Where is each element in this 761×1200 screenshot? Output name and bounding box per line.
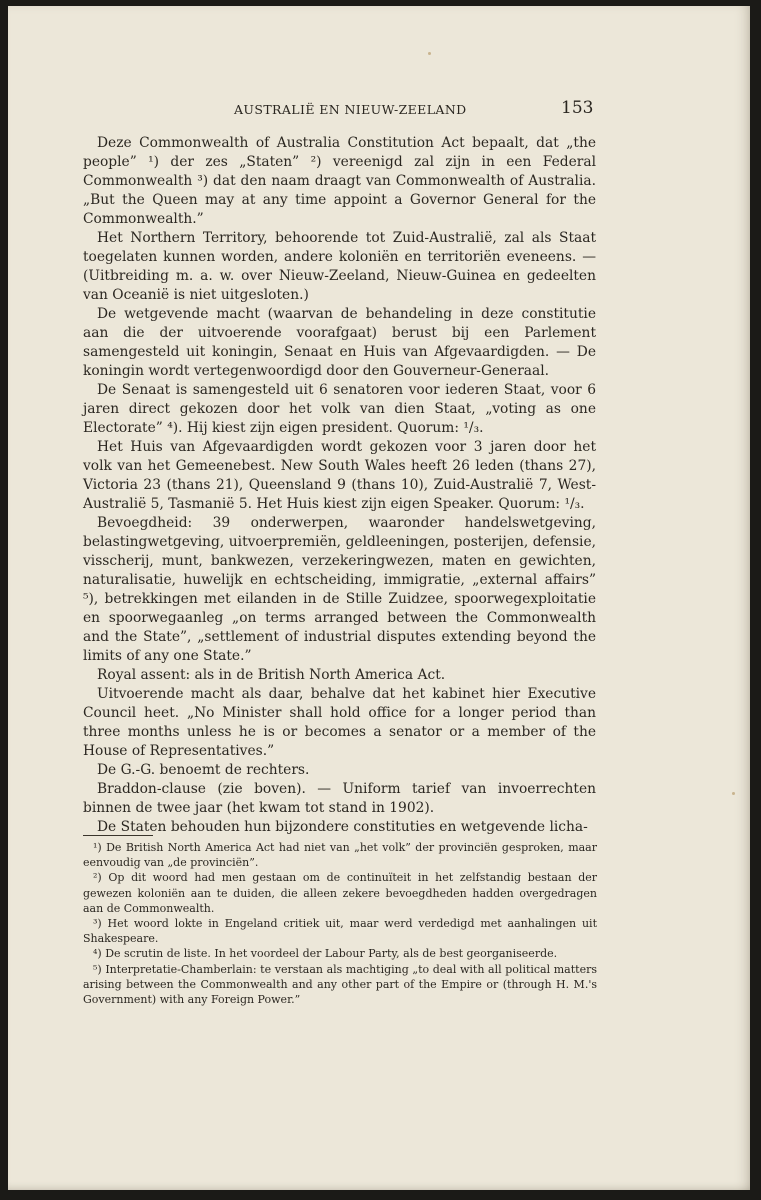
footnote: ³) Het woord lokte in Engeland critiek uit, maar werd verdedigd met aanhalingen uit Shakespeare. xyxy=(83,917,597,946)
paragraph: Het Northern Territory, behoorende tot Zuid-Australië, zal als Staat toegelaten kunnen worden, andere koloniën en territoriën eveneens. — (Uitbreiding m. a. w. over Nieuw-Zeeland, Nieuw-Guinea en gedeelten van Oceanië is niet uitgesloten.) xyxy=(83,230,596,303)
paragraph: Uitvoerende macht als daar, behalve dat het kabinet hier Executive Council heet. „No Minister shall hold office for a longer period than three months unless he is or becomes a senator or a member of the House of Representatives.” xyxy=(83,686,596,759)
page-number: 153 xyxy=(561,98,594,118)
paper-speck xyxy=(732,792,735,795)
paragraph: De G.-G. benoemt de rechters. xyxy=(97,762,310,778)
paragraph: De Senaat is samengesteld uit 6 senatoren voor iederen Staat, voor 6 jaren direct gekozen door het volk van dien Staat, „voting as one Electorate” ⁴). Hij kiest zijn eigen president. Quorum: ¹/₃. xyxy=(83,382,596,436)
paragraph: Royal assent: als in de British North America Act. xyxy=(97,667,446,683)
footnote-divider xyxy=(83,835,153,836)
paragraph: Braddon-clause (zie boven). — Uniform tarief van invoerrechten binnen de twee jaar (het kwam tot stand in 1902). xyxy=(83,781,596,816)
paragraph: Bevoegdheid: 39 onderwerpen, waaronder handelswetgeving, belastingwetgeving, uitvoerpremiën, geldleeningen, posterijen, defensie, visscherij, munt, bankwezen, verzekeringwezen, maten en gewichten, naturalisatie, huwelijk en echtscheiding, immigratie, „external affairs” ⁵), betrekkingen met eilanden in de Stille Zuidzee, spoorwegexploitatie en spoorwegaanleg „on terms arranged between the Commonwealth and the State”, „settlement of industrial disputes extending beyond the limits of any one State.” xyxy=(83,515,596,664)
book-page xyxy=(8,6,750,1190)
body-text xyxy=(83,134,596,837)
running-title: AUSTRALIË EN NIEUW-ZEELAND xyxy=(234,102,467,117)
paragraph: De wetgevende macht (waarvan de behandeling in deze constitutie aan die der uitvoerende voorafgaat) berust bij een Parlement samengesteld uit koningin, Senaat en Huis van Afgevaardigden. — De koningin wordt vertegenwoordigd door den Gouverneur-Generaal. xyxy=(83,306,596,379)
paper-speck xyxy=(428,52,431,55)
footnote: ⁴) De scrutin de liste. In het voordeel der Labour Party, als de best georganiseerde. xyxy=(93,947,558,961)
footnote: ¹) De British North America Act had niet van „het volk” der provinciën gesproken, maar eenvoudig van „de provinciën”. xyxy=(83,841,597,870)
paragraph: Deze Commonwealth of Australia Constitution Act bepaalt, dat „the people” ¹) der zes „Staten” ²) vereenigd zal zijn in een Federal Commonwealth ³) dat den naam draagt van Commonwealth of Australia. „But the Queen may at any time appoint a Governor General for the Commonwealth.” xyxy=(83,135,596,227)
footnote: ²) Op dit woord had men gestaan om de continuïteit in het zelfstandig bestaan der gewezen koloniën aan te duiden, die alleen zekere bevoegdheden hadden overgedragen aan de Commonwealth. xyxy=(83,871,597,915)
paragraph: De Staten behouden hun bijzondere constituties en wetgevende licha- xyxy=(97,819,588,835)
paragraph: Het Huis van Afgevaardigden wordt gekozen voor 3 jaren door het volk van het Gemeenebest. New South Wales heeft 26 leden (thans 27), Victoria 23 (thans 21), Queensland 9 (thans 10), Zuid-Australië 7, West-Australië 5, Tasmanië 5. Het Huis kiest zijn eigen Speaker. Quorum: ¹/₃. xyxy=(83,439,596,512)
footnote: ⁵) Interpretatie-Chamberlain: te verstaan als machtiging „to deal with all political matters arising between the Commonwealth and any other part of the Empire or (through H. M.'s Government) with any Foreign Power.” xyxy=(83,962,597,1007)
footnotes xyxy=(83,840,597,1007)
